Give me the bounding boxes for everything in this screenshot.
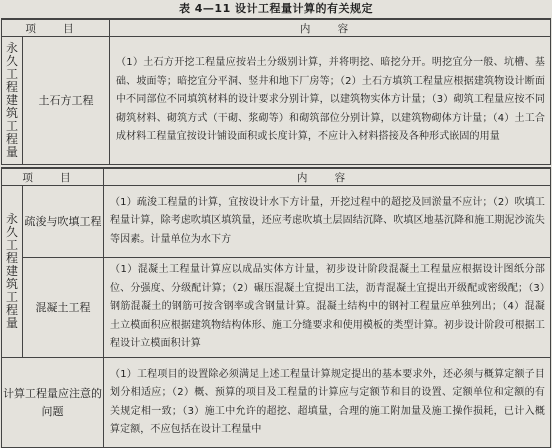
table-row (2, 186, 551, 258)
table1-row-name-earthwork: 土石方工程 (23, 37, 110, 165)
table2-row-name-dredging: 疏浚与吹填工程 (23, 186, 104, 258)
table-row (2, 358, 551, 448)
table-row (2, 37, 551, 165)
table2-header-item: 项 目 (2, 168, 104, 186)
table-row (2, 258, 551, 358)
table2-row-content-concrete: （1）混凝土工程量计算应以成品实体方计量，初步设计阶段混凝土工程量应根据设计图纸分部位、分强度、分级配计算；（2）碾压混凝土宜提出工法，沥青混凝土宜提出开级配或密级配；（3）钢筋混凝土的钢筋可按含钢率或含钢量计算。混凝土结构中的钢衬工程量应单独列出；（4）混凝土立模面积应根据建筑物结构体形、施工分缝要求和使用模板的类型计算。初步设计阶段可根据工程设计立模面积计算 (104, 258, 551, 358)
table1-header-content: 内 容 (110, 19, 551, 37)
table2-row-name-concrete: 混凝土工程 (23, 258, 104, 358)
table2-category-cell: 永久工程建筑工程量 (2, 186, 23, 358)
table2-header-content: 内 容 (104, 168, 551, 186)
table2-note-content: （1）工程项目的设置除必须满足上述工程量计算规定提出的基本要求外，还必须与概算定额子目划分相适应；（2）概、预算的项目及工程量的计算应与定额节和目的设置、定额单位和定额的有关规定相一致；（3）施工中允许的超挖、超填量，合理的施工附加量及施工操作损耗，已计入概算定额，不应包括在设计工程量中 (104, 358, 551, 448)
engineering-quantity-table-part2 (1, 167, 551, 448)
table1-row-content-earthwork: （1）土石方开挖工程量应按岩土分级别计算，并将明挖、暗挖分开。明挖宜分一般、坑槽、基础、坡面等；暗挖宜分平洞、竖井和地下厂房等；（2）土石方填筑工程量应根据建筑物设计断面中不同部位不同填筑材料的设计要求分别计算，以建筑物实体方计量；（3）砌筑工程量应按不同砌筑材料、砌筑方式（干砌、浆砌等）和砌筑部位分别计算，以建筑物砌体方计量；（4）土工合成材料工程量宜按设计铺设面积或长度计算，不应计入材料搭接及各种形式嵌固的用量 (110, 37, 551, 165)
table1-category-cell: 永久工程建筑工程量 (2, 37, 23, 165)
table1-header-item: 项 目 (2, 19, 110, 37)
engineering-quantity-table-part1 (1, 18, 551, 165)
table2-row-content-dredging: （1）疏浚工程量的计算，宜按设计水下方计量，开挖过程中的超挖及回淤量不应计；（2）吹填工程量计算，除考虑吹填区填筑量，还应考虑吹填土层固结沉降、吹填区地基沉降和施工期泥沙流失等因素。计量单位为水下方 (104, 186, 551, 258)
table1-header-row (2, 19, 551, 37)
table-title: 表 4—11 设计工程量计算的有关规定 (178, 2, 374, 15)
table2-note-name: 计算工程量应注意的问题 (2, 358, 104, 448)
table2-header-row (2, 168, 551, 186)
